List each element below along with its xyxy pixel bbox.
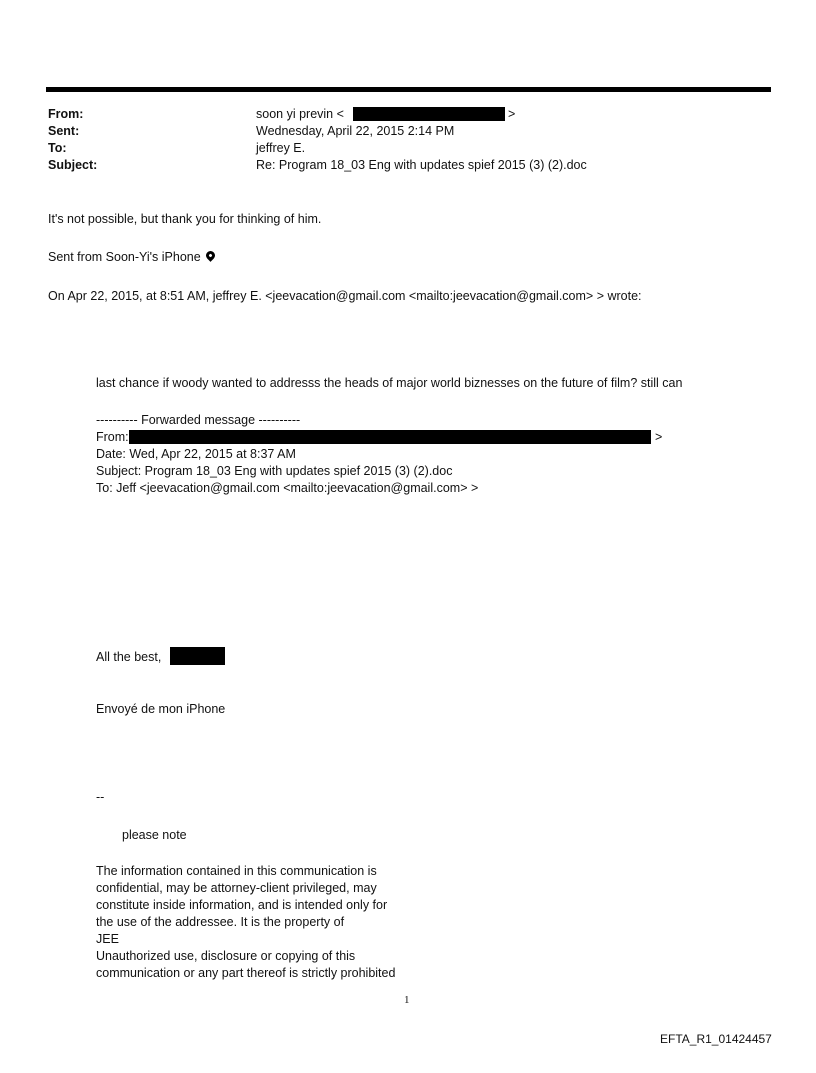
- signature-text: Sent from Soon-Yi's iPhone: [48, 250, 201, 264]
- to-value: jeffrey E.: [256, 141, 306, 155]
- quote-intro: On Apr 22, 2015, at 8:51 AM, jeffrey E. <jeevacation@gmail.com <mailto:jeevacation@gmail.com> > wrote:: [48, 289, 642, 303]
- disclaimer-line: The information contained in this communication is: [96, 864, 377, 878]
- fwd-subject: Subject: Program 18_03 Eng with updates spief 2015 (3) (2).doc: [96, 464, 453, 478]
- redaction-from-email: [353, 107, 505, 121]
- please-note: please note: [122, 828, 187, 842]
- closing-line: All the best,: [96, 650, 162, 664]
- disclaimer-line: the use of the addressee. It is the property of: [96, 915, 345, 929]
- fwd-from-label: From:: [96, 430, 129, 444]
- reply-line: It's not possible, but thank you for thinking of him.: [48, 212, 322, 226]
- redaction-closing-name: [170, 647, 225, 665]
- fwd-date: Date: Wed, Apr 22, 2015 at 8:37 AM: [96, 447, 296, 461]
- from-value: [256, 107, 344, 121]
- subject-value: Re: Program 18_03 Eng with updates spief 2015 (3) (2).doc: [256, 158, 587, 172]
- disclaimer-line: confidential, may be attorney-client privileged, may: [96, 881, 377, 895]
- from-name: soon yi previn <: [256, 107, 344, 121]
- page-number: 1: [404, 994, 410, 1006]
- sent-value: Wednesday, April 22, 2015 2:14 PM: [256, 124, 455, 138]
- from-suffix: >: [508, 107, 516, 121]
- subject-label: Subject:: [48, 158, 98, 172]
- forward-divider: ---------- Forwarded message ----------: [96, 413, 301, 427]
- signature-dash: --: [96, 790, 105, 804]
- signature-line: [48, 250, 215, 264]
- disclaimer-line: Unauthorized use, disclosure or copying of this: [96, 949, 356, 963]
- fwd-to: To: Jeff <jeevacation@gmail.com <mailto:jeevacation@gmail.com> >: [96, 481, 479, 495]
- fwd-from-suffix: >: [655, 430, 663, 444]
- sent-from-iphone: Envoyé de mon iPhone: [96, 702, 226, 716]
- sent-label: Sent:: [48, 124, 80, 138]
- disclaimer-line: communication or any part thereof is strictly prohibited: [96, 966, 396, 980]
- from-label: From:: [48, 107, 84, 121]
- header-rule: [46, 87, 771, 92]
- redaction-fwd-from: [129, 430, 651, 444]
- disclaimer-line: constitute inside information, and is intended only for: [96, 898, 388, 912]
- map-pin-icon: [204, 249, 217, 262]
- quoted-message: last chance if woody wanted to addresss the heads of major world biznesses on the future of film? still can: [96, 376, 683, 390]
- disclaimer-line: JEE: [96, 932, 119, 946]
- document-id: EFTA_R1_01424457: [660, 1032, 772, 1046]
- to-label: To:: [48, 141, 67, 155]
